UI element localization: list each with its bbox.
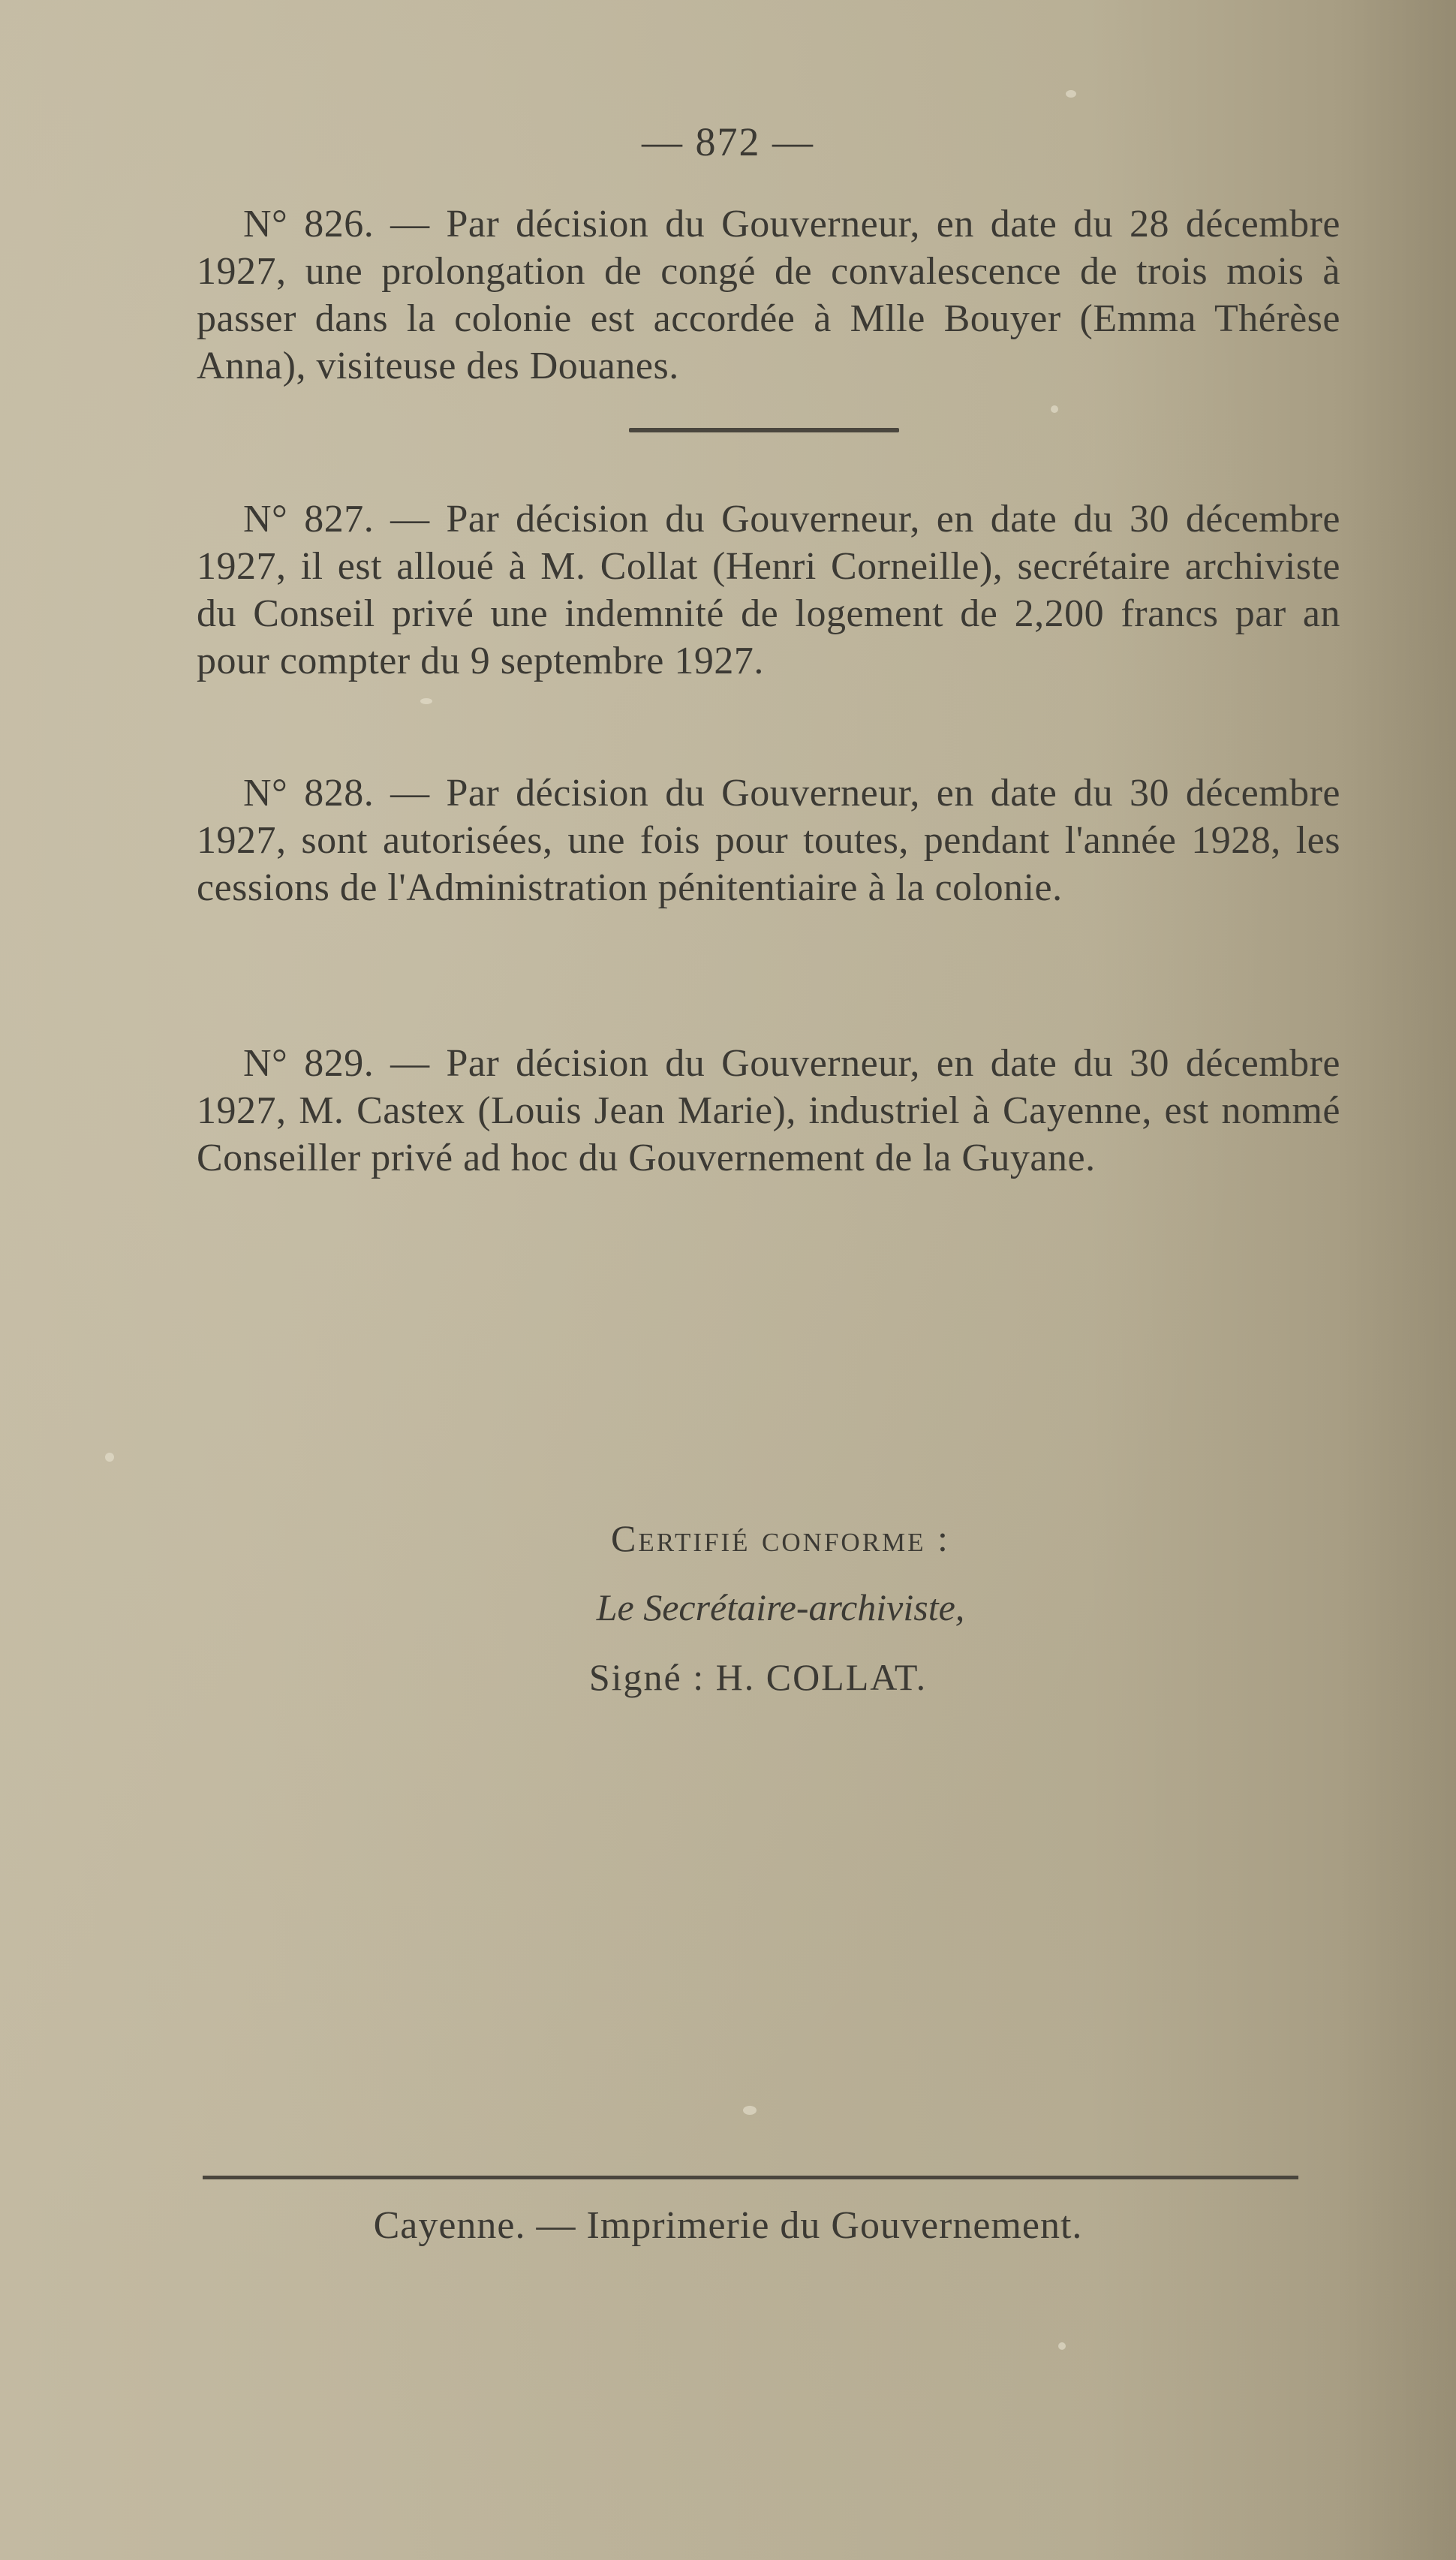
printer-imprint: Cayenne. — Imprimerie du Gouvernement. [373, 2204, 1083, 2247]
separator-rule [629, 428, 899, 432]
decision-entry-828 [197, 770, 1340, 911]
decision-entry-826 [197, 200, 1340, 390]
entry-text: N° 828. — Par décision du Gouverneur, en date du 30 décembre 1927, sont autorisées, une fois pour toutes, pendant l'année 1928, les cessions de l'Administration pénitentiaire à la colonie. [197, 772, 1340, 909]
entry-text: N° 827. — Par décision du Gouverneur, en date du 30 décembre 1927, il est alloué à M. Collat (Henri Corneille), secrétaire archiviste du Conseil privé une indemnité de logement de 2,200 francs par an pour compter du 9 septembre 1927. [197, 498, 1340, 682]
certification-role: Le Secrétaire-archiviste, [596, 1586, 965, 1628]
entry-text: N° 826. — Par décision du Gouverneur, en date du 28 décembre 1927, une prolongation de congé de convalescence de trois mois à passer dans la colonie est accordée à Mlle Bouyer (Emma Thérèse Anna), visiteuse des Douanes. [197, 203, 1340, 387]
decision-entry-827 [197, 495, 1340, 685]
decision-entry-829 [197, 1040, 1340, 1182]
paper-speck [1058, 2342, 1066, 2350]
entry-text: N° 829. — Par décision du Gouverneur, en date du 30 décembre 1927, M. Castex (Louis Jean Marie), industriel à Cayenne, est nommé Conseiller privé ad hoc du Gouvernement de la Guyane. [197, 1042, 1340, 1179]
paper-speck [1051, 405, 1058, 413]
paper-speck [420, 698, 432, 704]
certification-signature: Signé : H. COLLAT. [588, 1656, 928, 1698]
paper-speck [105, 1453, 114, 1462]
certification-title: Certifié conforme : [611, 1517, 950, 1559]
paper-speck [743, 2106, 757, 2115]
paper-speck [1066, 90, 1076, 98]
footer-rule [203, 2176, 1298, 2179]
page-number: — 872 — [642, 119, 814, 164]
